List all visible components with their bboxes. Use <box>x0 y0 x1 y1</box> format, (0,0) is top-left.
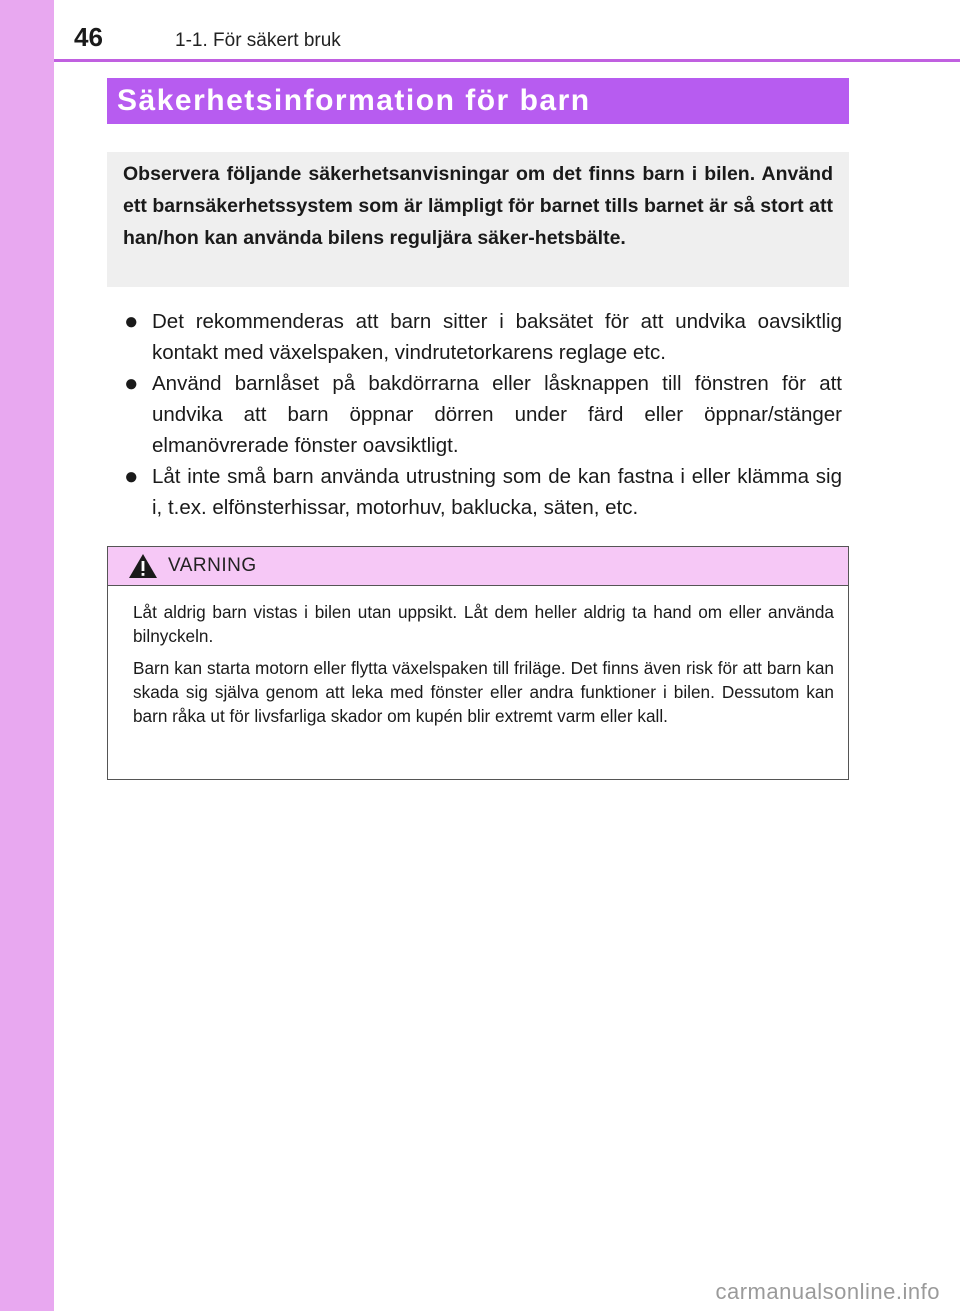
side-color-band <box>0 0 54 1311</box>
bullet-icon: ● <box>124 370 139 397</box>
section-title-bar <box>107 78 849 124</box>
intro-text: Observera följande säkerhetsanvisningar om det finns barn i bilen. Använd ett barnsäkerhetssystem som är lämpligt för barnet tills barnet är så stort att han/hon kan använda bilens reguljära säker-hetsbälte. <box>123 163 833 249</box>
bullet-icon: ● <box>124 308 139 335</box>
list-item <box>124 368 842 461</box>
intro-box <box>107 152 849 287</box>
warning-paragraph: Låt aldrig barn vistas i bilen utan uppsikt. Låt dem heller aldrig ta hand om eller använda bilnyckeln. <box>133 602 834 646</box>
bullet-text: Använd barnlåset på bakdörrarna eller låsknappen till fönstren för att undvika att barn öppnar dörren under färd eller öppnar/stänger elmanövrerade fönster oavsiktligt. <box>152 372 842 457</box>
warning-label: VARNING <box>168 555 257 576</box>
page-number: 46 <box>74 22 103 52</box>
warning-body <box>108 586 848 728</box>
bullet-icon: ● <box>124 463 139 490</box>
list-item <box>124 306 842 368</box>
warning-header <box>108 547 848 586</box>
warning-box <box>107 546 849 780</box>
bullet-text: Det rekommenderas att barn sitter i baksätet för att undvika oavsiktlig kontakt med växelspaken, vindrutetorkarens reglage etc. <box>152 310 842 364</box>
bullet-text: Låt inte små barn använda utrustning som de kan fastna i eller klämma sig i, t.ex. elfönsterhissar, motorhuv, baklucka, säten, etc. <box>152 465 842 519</box>
header-divider <box>54 59 960 62</box>
section-title: Säkerhetsinformation för barn <box>117 84 591 117</box>
watermark: carmanualsonline.info <box>715 1279 940 1304</box>
breadcrumb: 1-1. För säkert bruk <box>175 30 341 51</box>
bullet-list <box>124 306 842 523</box>
warning-triangle-icon <box>128 553 158 579</box>
warning-paragraph: Barn kan starta motorn eller flytta växelspaken till friläge. Det finns även risk för att barn kan skada sig själva genom att leka med fönster eller andra funktioner i bilen. Dessutom kan barn råka ut för livsfarliga skador om kupén blir extremt varm eller kall. <box>133 658 834 726</box>
list-item <box>124 461 842 523</box>
